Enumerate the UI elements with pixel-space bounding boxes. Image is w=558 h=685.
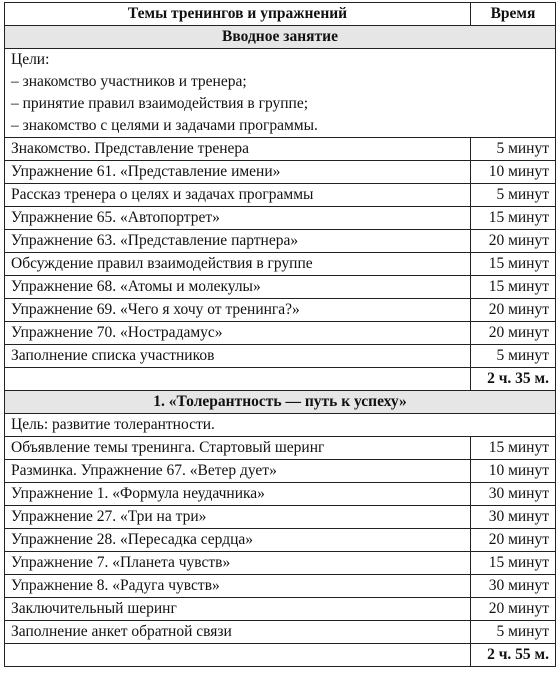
row-time: 30 минут [471, 483, 556, 506]
row-topic: Обсуждение правил взаимодействия в группе [5, 253, 471, 276]
row-time: 20 минут [471, 322, 556, 345]
table-row [5, 322, 556, 345]
row-topic: Упражнение 65. «Автопортрет» [5, 207, 471, 230]
row-time: 20 минут [471, 230, 556, 253]
table-row [5, 552, 556, 575]
row-topic: Объявление темы тренинга. Стартовый шеринг [5, 437, 471, 460]
row-time: 15 минут [471, 207, 556, 230]
total-empty-cell [5, 644, 471, 667]
section-title: Вводное занятие [5, 26, 556, 49]
row-topic: Рассказ тренера о целях и задачах программы [5, 184, 471, 207]
goals-row [5, 49, 556, 138]
row-time: 15 минут [471, 276, 556, 299]
row-topic: Заполнение анкет обратной связи [5, 621, 471, 644]
section-title: 1. «Толерантность — путь к успеху» [5, 391, 556, 414]
section-goals: Цель: развитие толерантности. [5, 414, 556, 437]
row-topic: Упражнение 61. «Представление имени» [5, 161, 471, 184]
row-topic: Упражнение 1. «Формула неудачника» [5, 483, 471, 506]
row-time: 5 минут [471, 184, 556, 207]
table-row [5, 138, 556, 161]
total-empty-cell [5, 368, 471, 391]
total-row [5, 644, 556, 667]
row-time: 10 минут [471, 161, 556, 184]
row-time: 5 минут [471, 345, 556, 368]
row-time: 15 минут [471, 253, 556, 276]
table-row [5, 575, 556, 598]
table-row [5, 460, 556, 483]
row-time: 5 минут [471, 621, 556, 644]
header-topic: Темы тренингов и упражнений [5, 3, 471, 26]
row-time: 15 минут [471, 437, 556, 460]
table-row [5, 299, 556, 322]
row-topic: Упражнение 68. «Атомы и молекулы» [5, 276, 471, 299]
table-row [5, 437, 556, 460]
section-tolerance [5, 391, 556, 667]
table-row [5, 207, 556, 230]
row-time: 30 минут [471, 575, 556, 598]
section-total: 2 ч. 35 м. [471, 368, 556, 391]
table-row [5, 161, 556, 184]
goal-line: Цели: [11, 51, 50, 68]
row-time: 30 минут [471, 506, 556, 529]
table-row [5, 253, 556, 276]
row-time: 20 минут [471, 299, 556, 322]
row-topic: Разминка. Упражнение 67. «Ветер дует» [5, 460, 471, 483]
row-time: 5 минут [471, 138, 556, 161]
header-time: Время [471, 3, 556, 26]
row-topic: Заключительный шеринг [5, 598, 471, 621]
row-topic: Упражнение 7. «Планета чувств» [5, 552, 471, 575]
goal-line: – принятие правил взаимодействия в группе; [11, 95, 309, 112]
row-topic: Упражнение 27. «Три на три» [5, 506, 471, 529]
section-title-row [5, 391, 556, 414]
header-row [5, 3, 556, 26]
schedule-table [4, 2, 556, 667]
table-row [5, 230, 556, 253]
row-topic: Упражнение 70. «Нострадамус» [5, 322, 471, 345]
row-topic: Упражнение 63. «Представление партнера» [5, 230, 471, 253]
row-time: 10 минут [471, 460, 556, 483]
goal-line: – знакомство с целями и задачами программы. [11, 117, 318, 134]
section-total: 2 ч. 55 м. [471, 644, 556, 667]
goal-line: – знакомство участников и тренера; [11, 73, 247, 90]
section-title-row [5, 26, 556, 49]
table-row [5, 276, 556, 299]
table-row [5, 621, 556, 644]
table-row [5, 184, 556, 207]
table-row [5, 506, 556, 529]
table-row [5, 345, 556, 368]
table-row [5, 483, 556, 506]
section-intro [5, 26, 556, 391]
table-row [5, 529, 556, 552]
row-time: 20 минут [471, 598, 556, 621]
section-goals [5, 49, 556, 138]
row-topic: Знакомство. Представление тренера [5, 138, 471, 161]
goals-row [5, 414, 556, 437]
table-row [5, 598, 556, 621]
row-time: 15 минут [471, 552, 556, 575]
row-topic: Заполнение списка участников [5, 345, 471, 368]
total-row [5, 368, 556, 391]
row-topic: Упражнение 8. «Радуга чувств» [5, 575, 471, 598]
row-topic: Упражнение 69. «Чего я хочу от тренинга?» [5, 299, 471, 322]
row-time: 20 минут [471, 529, 556, 552]
row-topic: Упражнение 28. «Пересадка сердца» [5, 529, 471, 552]
